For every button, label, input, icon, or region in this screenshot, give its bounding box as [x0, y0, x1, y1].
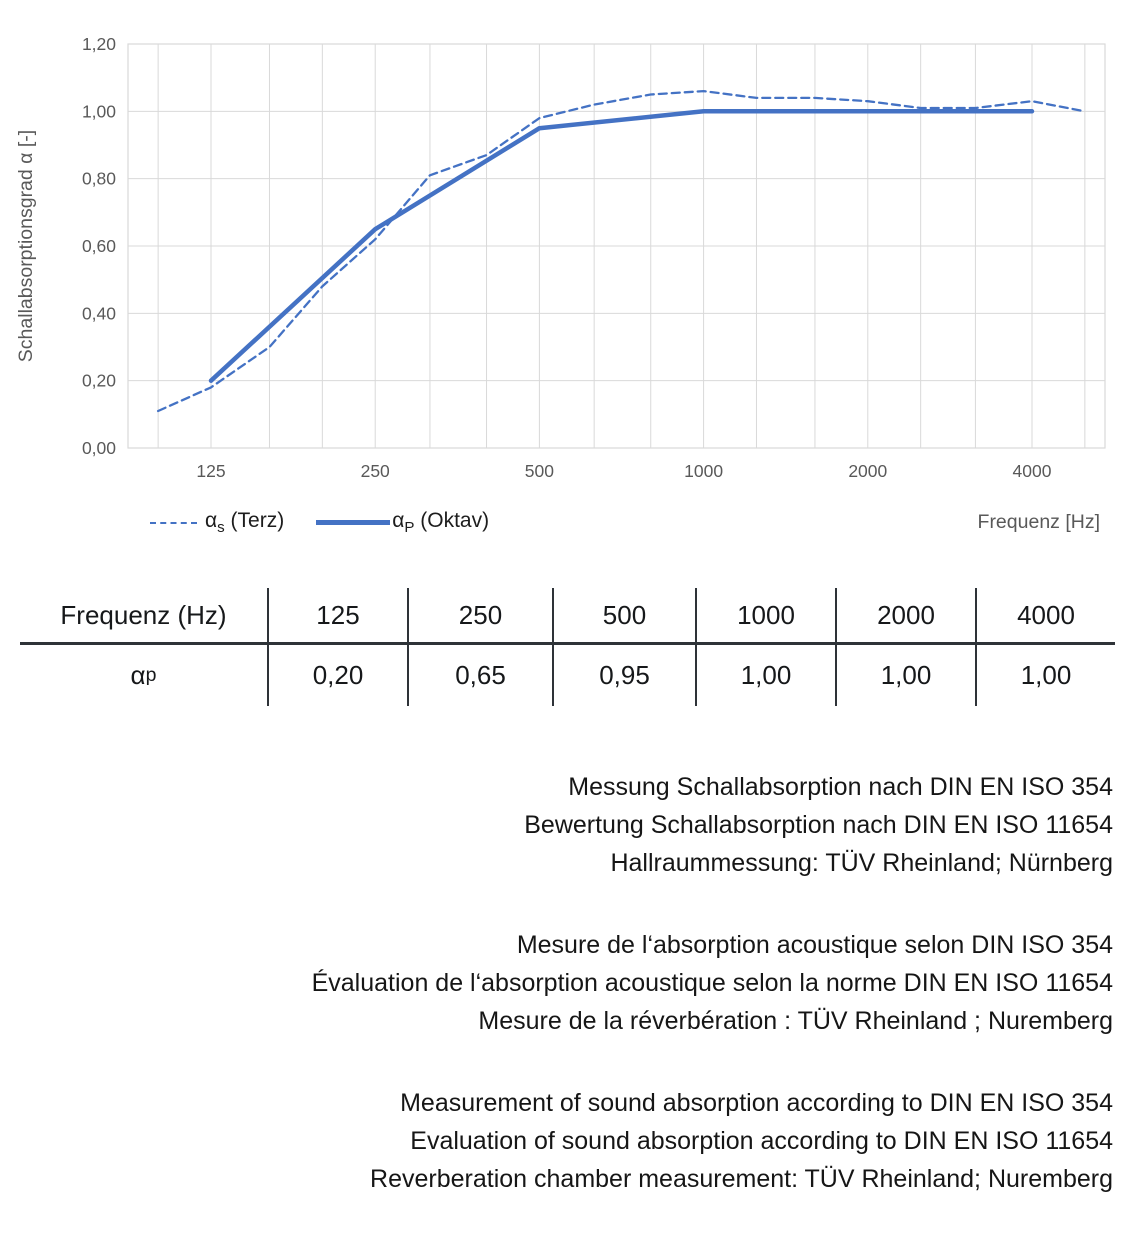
table-value-4000: 1,00	[975, 645, 1115, 706]
note-line: Evaluation of sound absorption according to DIN EN ISO 11654	[410, 1127, 1113, 1155]
y-axis-tick-label: 0,40	[81, 303, 116, 324]
x-axis-tick-label: 500	[524, 461, 555, 481]
table-value-2000: 1,00	[835, 645, 975, 706]
legend-alpha-p-subscript: P	[404, 519, 415, 537]
legend-label-alpha-s	[205, 509, 284, 536]
x-axis-tick-label: 125	[196, 461, 226, 481]
legend-alpha-s-symbol: α	[205, 509, 218, 532]
y-axis-tick-label: 0,20	[81, 370, 116, 391]
x-axis-tick-label: 250	[360, 461, 390, 481]
absorption-chart	[0, 0, 1135, 560]
table-row-label-alpha-p	[20, 645, 267, 706]
table-header-500: 500	[552, 588, 695, 645]
note-line: Measurement of sound absorption according to DIN EN ISO 354	[400, 1089, 1113, 1117]
alpha-symbol: α	[130, 660, 146, 690]
table-header-4000: 4000	[975, 588, 1115, 645]
table-header-250: 250	[407, 588, 552, 645]
solid-line-swatch	[316, 520, 390, 525]
y-axis-tick-label: 0,60	[81, 236, 116, 256]
note-line: Bewertung Schallabsorption nach DIN EN ISO 11654	[524, 811, 1113, 839]
note-line: Reverberation chamber measurement: TÜV Rheinland; Nuremberg	[370, 1165, 1113, 1193]
alpha-p-table	[20, 588, 1115, 706]
dashed-line-swatch	[150, 522, 197, 524]
chart-plot-area	[0, 0, 1135, 560]
table-header-frequency: Frequenz (Hz)	[20, 588, 267, 645]
note-line: Messung Schallabsorption nach DIN EN ISO 354	[568, 773, 1113, 801]
alpha-p-subscript: p	[145, 664, 157, 686]
chart-legend	[150, 509, 489, 536]
gridlines	[128, 44, 1105, 448]
table-value-500: 0,95	[552, 645, 695, 706]
note-line: Évaluation de l‘absorption acoustique selon la norme DIN EN ISO 11654	[311, 969, 1113, 997]
table-header-2000: 2000	[835, 588, 975, 645]
legend-item-alpha-p	[316, 509, 489, 536]
legend-alpha-p-text: (Oktav)	[414, 509, 490, 532]
x-axis-tick-label: 1000	[684, 461, 724, 481]
x-axis-tick-label: 2000	[848, 461, 888, 481]
x-axis-tick-label: 4000	[1012, 461, 1052, 481]
table-value-125: 0,20	[267, 645, 407, 706]
note-block-german	[0, 768, 1113, 882]
note-line: Hallraummessung: TÜV Rheinland; Nürnberg	[610, 849, 1113, 877]
table-value-1000: 1,00	[695, 645, 835, 706]
x-axis-title: Frequenz [Hz]	[977, 511, 1100, 533]
y-axis-tick-label: 1,20	[81, 34, 116, 54]
alpha-s-series-line	[158, 91, 1085, 411]
table-header-1000: 1000	[695, 588, 835, 645]
legend-label-alpha-p	[392, 509, 489, 536]
note-block-french	[0, 926, 1113, 1040]
y-axis-tick-label: 0,80	[81, 168, 116, 189]
note-block-english	[0, 1084, 1113, 1198]
y-axis-title: Schallabsorptionsgrad α [-]	[15, 129, 37, 363]
legend-alpha-p-symbol: α	[392, 509, 405, 532]
legend-alpha-s-subscript: s	[217, 519, 225, 537]
notes	[0, 768, 1135, 1198]
y-axis-tick-label: 0,00	[81, 438, 116, 458]
note-line: Mesure de l‘absorption acoustique selon DIN ISO 354	[516, 931, 1113, 959]
y-axis-tick-label: 1,00	[81, 101, 116, 122]
legend-item-alpha-s	[150, 509, 284, 536]
legend-alpha-s-text: (Terz)	[224, 509, 285, 532]
note-line: Mesure de la réverbération : TÜV Rheinland ; Nuremberg	[478, 1007, 1113, 1035]
table-header-125: 125	[267, 588, 407, 645]
table-value-250: 0,65	[407, 645, 552, 706]
